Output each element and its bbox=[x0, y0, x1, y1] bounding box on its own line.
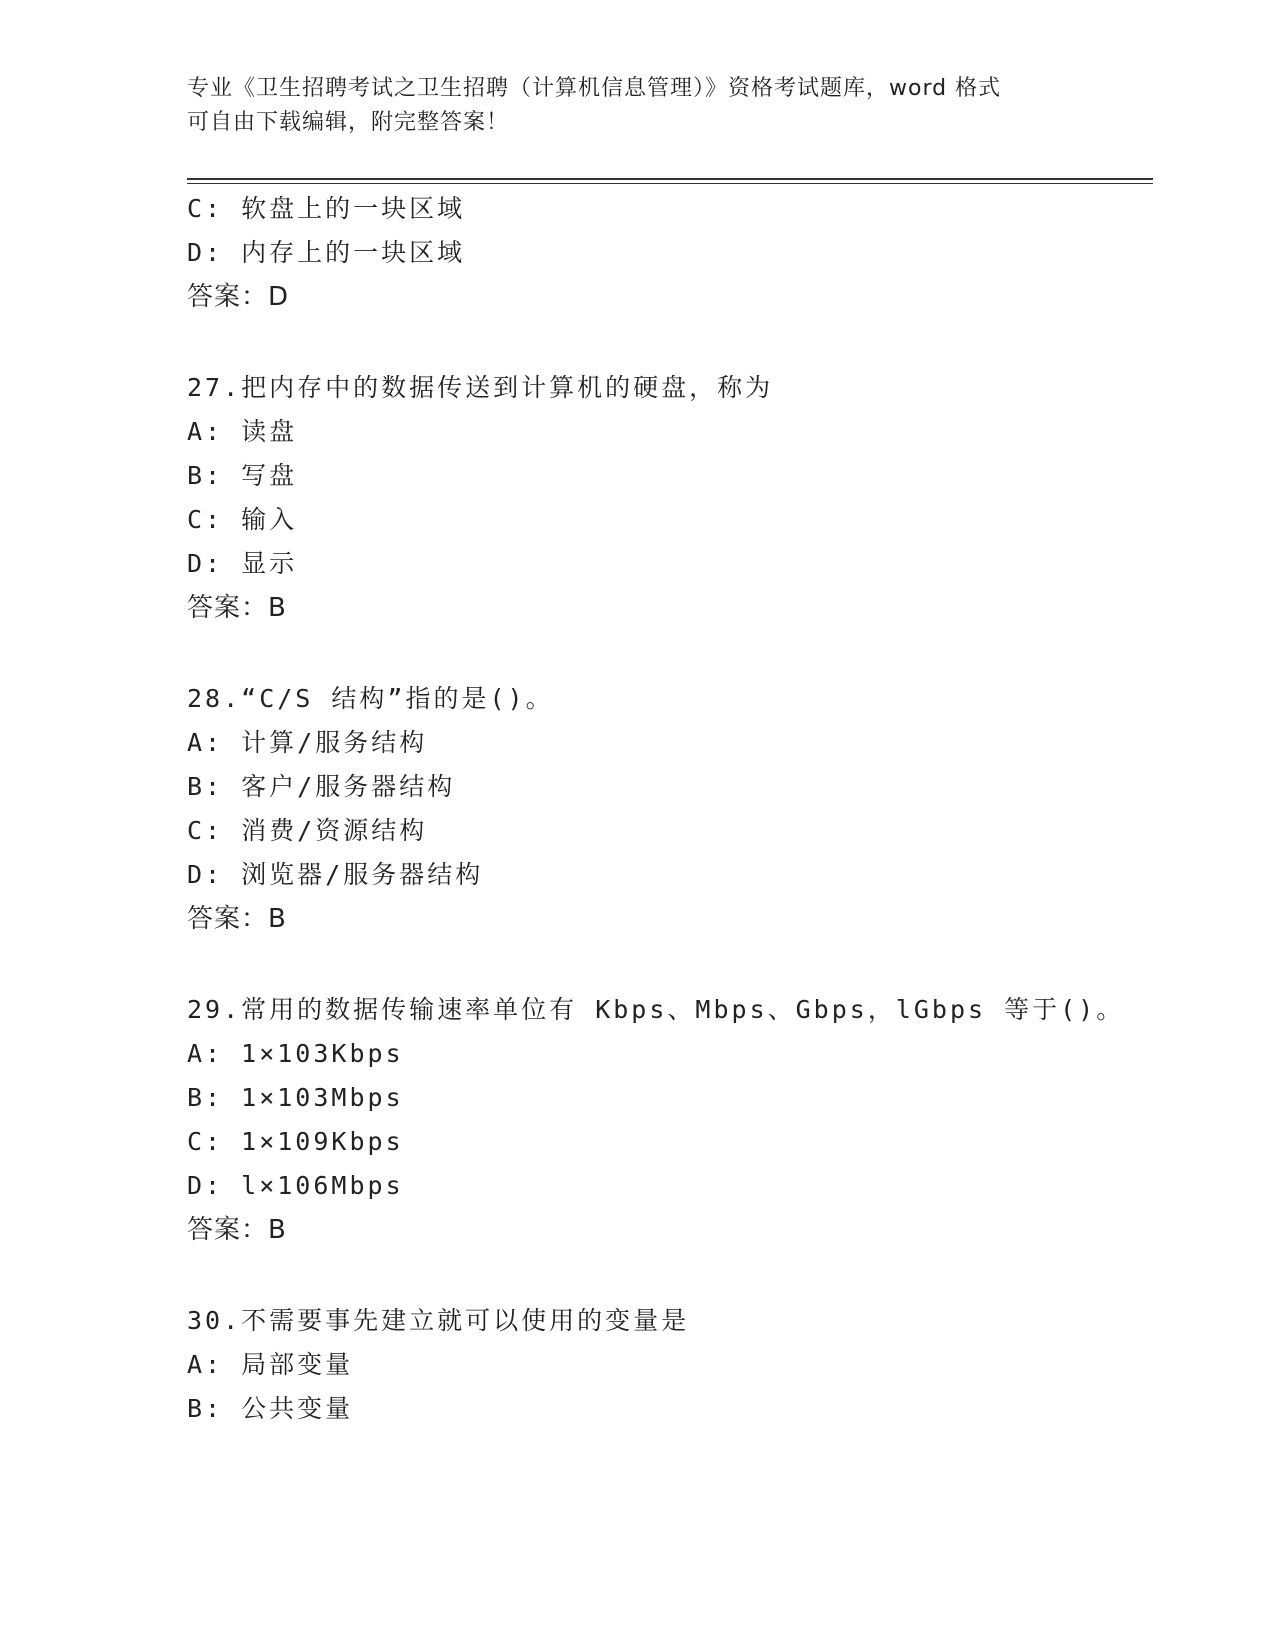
q27-option-b: B: 写盘 bbox=[187, 461, 298, 490]
header-line-1: 专业《卫生招聘考试之卫生招聘（计算机信息管理）》资格考试题库，word 格式 bbox=[187, 76, 1002, 101]
q29-question: 29.常用的数据传输速率单位有 Kbps、Mbps、Gbps，lGbps 等于()。 bbox=[187, 995, 1125, 1024]
q28-option-a: A: 计算/服务结构 bbox=[187, 728, 428, 757]
q29-option-a: A: 1×103Kbps bbox=[187, 1039, 404, 1068]
q27-option-c: C: 输入 bbox=[187, 505, 298, 534]
header-line-2: 可自由下载编辑，附完整答案！ bbox=[187, 110, 510, 135]
q27-question: 27.把内存中的数据传送到计算机的硬盘，称为 bbox=[187, 373, 774, 402]
q26-answer: 答案：D bbox=[187, 282, 290, 312]
q28-option-c: C: 消费/资源结构 bbox=[187, 816, 428, 845]
q29-answer: 答案：B bbox=[187, 1215, 287, 1245]
q30-option-a: A: 局部变量 bbox=[187, 1350, 354, 1379]
q28-question: 28.“C/S 结构”指的是()。 bbox=[187, 684, 554, 713]
q26-option-c: C: 软盘上的一块区域 bbox=[187, 194, 466, 223]
header-rule-thin bbox=[187, 183, 1153, 184]
q28-option-d: D: 浏览器/服务器结构 bbox=[187, 860, 484, 889]
q28-option-b: B: 客户/服务器结构 bbox=[187, 772, 456, 801]
header-rule-thick bbox=[187, 178, 1153, 180]
q30-option-b: B: 公共变量 bbox=[187, 1394, 354, 1423]
q26-option-d: D: 内存上的一块区域 bbox=[187, 238, 466, 267]
document-header bbox=[187, 72, 1087, 140]
q29-option-b: B: 1×103Mbps bbox=[187, 1083, 404, 1112]
q27-option-a: A: 读盘 bbox=[187, 417, 298, 446]
q27-option-d: D: 显示 bbox=[187, 549, 298, 578]
q28-answer: 答案：B bbox=[187, 904, 287, 934]
q29-option-c: C: 1×109Kbps bbox=[187, 1127, 404, 1156]
q30-question: 30.不需要事先建立就可以使用的变量是 bbox=[187, 1306, 690, 1335]
q27-answer: 答案：B bbox=[187, 593, 287, 623]
q29-option-d: D: l×106Mbps bbox=[187, 1171, 404, 1200]
